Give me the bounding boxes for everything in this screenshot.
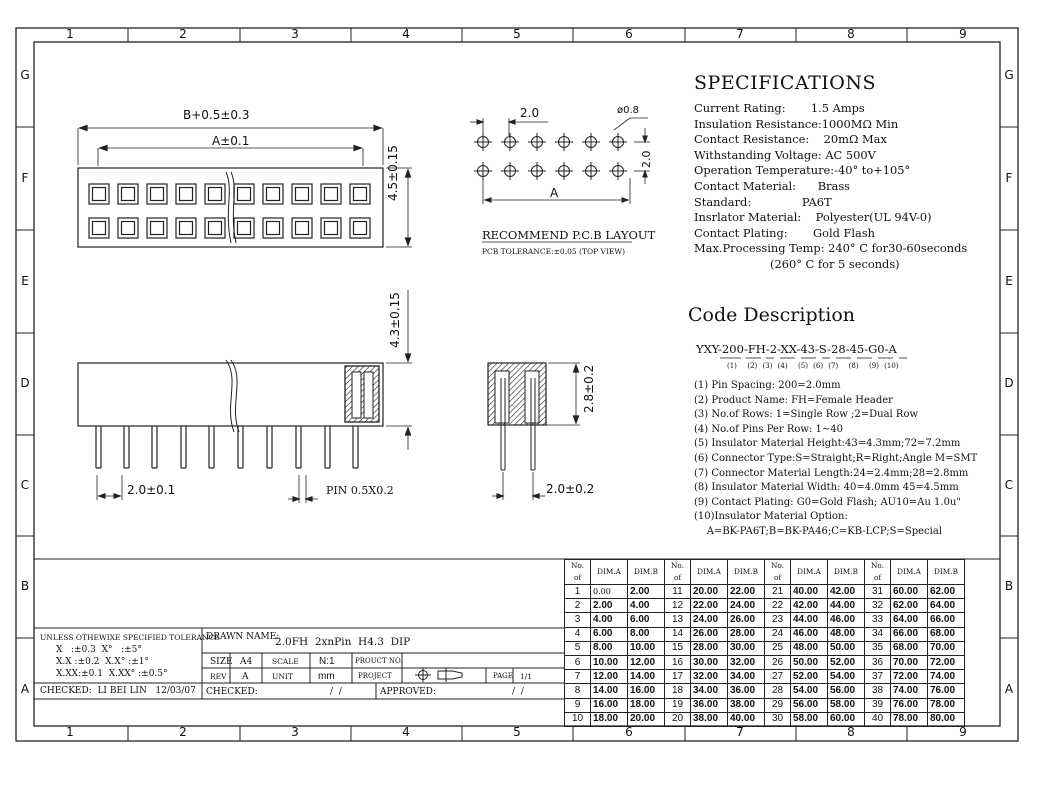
dim-b-cell: 14.00: [628, 670, 665, 684]
a-dimension-label: A±0.1: [212, 134, 250, 148]
dimension-table-header: DIM.B: [628, 560, 665, 585]
pin-count-cell: 32: [865, 599, 891, 613]
dim-a-cell: 18.00: [591, 712, 628, 726]
dim-a-cell: 40.00: [791, 585, 828, 599]
zone-row-label: D: [20, 376, 30, 390]
pin-count-cell: 4: [565, 627, 591, 641]
dim-a-cell: 58.00: [791, 712, 828, 726]
zone-column-label: 3: [291, 27, 299, 41]
zone-row-label: C: [20, 478, 30, 492]
dimension-table-header: DIM.A: [691, 560, 728, 585]
part-number-code: YXY-200-FH-2-XX-43-S-28-45-G0-A: [696, 342, 897, 356]
dim-b-cell: 16.00: [628, 684, 665, 698]
pin-count-cell: 21: [765, 585, 791, 599]
zone-row-label: G: [1004, 68, 1014, 82]
dim-b-cell: 22.00: [728, 585, 765, 599]
pin-count-cell: 27: [765, 670, 791, 684]
zone-row-label: B: [1004, 579, 1014, 593]
dim-b-cell: 26.00: [728, 613, 765, 627]
pcb-tolerance-note: PCB TOLERANCE:±0.05 (TOP VIEW): [482, 247, 626, 256]
tolerance-line-2: X.X :±0.2 X.X° :±1°: [56, 657, 149, 667]
product-no-label: PROUCT NO.: [355, 657, 403, 665]
dimension-table-header: DIM.B: [828, 560, 865, 585]
dim-a-cell: 48.00: [791, 641, 828, 655]
pin-count-cell: 36: [865, 655, 891, 669]
dim-b-cell: 68.00: [928, 627, 965, 641]
zone-column-label: 5: [513, 725, 521, 739]
spec-line: Contact Material: Brass: [694, 178, 851, 193]
dim-a-cell: 78.00: [891, 712, 928, 726]
code-item: (3) No.of Rows: 1=Single Row ;2=Dual Row: [694, 409, 919, 421]
pin-count-cell: 19: [665, 698, 691, 712]
front-view: [78, 290, 412, 503]
dimension-table: [564, 559, 965, 727]
dimension-table-header: DIM.A: [791, 560, 828, 585]
dim-b-cell: 76.00: [928, 684, 965, 698]
side-height-dimension-label: 2.8±0.2: [582, 364, 596, 413]
dim-b-cell: 30.00: [728, 641, 765, 655]
spec-line: (260° C for 5 seconds): [694, 256, 900, 271]
dimension-table-header: No. of: [765, 560, 791, 585]
dim-a-cell: 74.00: [891, 684, 928, 698]
dimension-table-header: DIM.A: [891, 560, 928, 585]
pin-count-cell: 2: [565, 599, 591, 613]
spec-line: Withstanding Voltage: AC 500V: [694, 147, 876, 162]
dim-b-cell: 44.00: [828, 599, 865, 613]
size-value: A4: [240, 657, 253, 667]
pin-count-cell: 30: [765, 712, 791, 726]
dim-a-cell: 2.00: [591, 599, 628, 613]
pin-count-cell: 25: [765, 641, 791, 655]
code-item: A=BK-PA6T;B=BK-PA46;C=KB-LCP;S=Special: [694, 525, 942, 537]
pin-count-cell: 11: [665, 585, 691, 599]
zone-row-label: D: [1004, 376, 1014, 390]
pcb-layout-title: RECOMMEND P.C.B LAYOUT: [482, 228, 656, 242]
pin-count-cell: 20: [665, 712, 691, 726]
pin-count-cell: 34: [865, 627, 891, 641]
dim-a-cell: 52.00: [791, 670, 828, 684]
table-row: [565, 684, 965, 698]
zone-row-label: E: [1005, 274, 1013, 288]
dimension-table-header: No. of: [865, 560, 891, 585]
pin-count-cell: 24: [765, 627, 791, 641]
dim-a-cell: 72.00: [891, 670, 928, 684]
dim-b-cell: 46.00: [828, 613, 865, 627]
pcb-pitch-label: 2.0: [520, 106, 540, 120]
approved-label: APPROVED:: [380, 687, 436, 697]
code-item: (2) Product Name: FH=Female Header: [694, 394, 893, 406]
dim-b-cell: 18.00: [628, 698, 665, 712]
pitch-dimension-label: 2.0±0.1: [127, 483, 176, 497]
spec-line: Contact Plating: Gold Flash: [694, 225, 876, 240]
pin-count-cell: 8: [565, 684, 591, 698]
tolerance-header: UNLESS OTHEWIXE SPECIFIED TOLERANCE: [40, 633, 220, 642]
spec-line: Insulation Resistance:1000MΩ Min: [694, 116, 899, 131]
dim-b-cell: 8.00: [628, 627, 665, 641]
dim-b-cell: 24.00: [728, 599, 765, 613]
dim-b-cell: 2.00: [628, 585, 665, 599]
spec-line: Max.Processing Temp: 240° C for30-60seconds: [694, 241, 968, 256]
dim-a-cell: 46.00: [791, 627, 828, 641]
dim-b-cell: 12.00: [628, 655, 665, 669]
zone-column-label: 1: [66, 725, 74, 739]
dim-a-cell: 22.00: [691, 599, 728, 613]
code-index-numbers: (1) (2) (3) (4) (5) (6) (7) (8) (9) (10): [727, 362, 899, 370]
pin-count-cell: 10: [565, 712, 591, 726]
dim-a-cell: 14.00: [591, 684, 628, 698]
project-label: PROJECT: [358, 672, 392, 680]
dim-b-cell: 62.00: [928, 585, 965, 599]
pin-count-cell: 33: [865, 613, 891, 627]
dim-a-cell: 62.00: [891, 599, 928, 613]
dim-a-cell: 20.00: [691, 585, 728, 599]
code-item: (4) No.of Pins Per Row: 1~40: [694, 423, 843, 435]
dim-b-cell: 50.00: [828, 641, 865, 655]
pin-count-cell: 16: [665, 655, 691, 669]
dim-b-cell: 56.00: [828, 684, 865, 698]
page-value: 1/1: [520, 672, 533, 681]
code-item: (1) Pin Spacing: 200=2.0mm: [694, 380, 841, 391]
zone-column-label: 9: [959, 27, 967, 41]
dim-a-cell: 12.00: [591, 670, 628, 684]
pcb-a-label: A: [550, 186, 559, 200]
drawn-name-value: 2.0FH 2xnPin H4.3 DIP: [275, 636, 411, 648]
zone-column-label: 8: [847, 725, 855, 739]
dim-b-cell: 20.00: [628, 712, 665, 726]
specifications-title: SPECIFICATIONS: [694, 72, 877, 94]
dim-a-cell: 68.00: [891, 641, 928, 655]
pin-count-cell: 35: [865, 641, 891, 655]
dim-b-cell: 66.00: [928, 613, 965, 627]
dimension-table-header: No. of: [665, 560, 691, 585]
zone-column-label: 2: [179, 725, 187, 739]
dim-a-cell: 6.00: [591, 627, 628, 641]
dim-b-cell: 42.00: [828, 585, 865, 599]
pin-count-cell: 1: [565, 585, 591, 599]
spec-line: Standard: PA6T: [694, 194, 832, 209]
rev-label: REV: [210, 672, 227, 681]
dim-b-cell: 36.00: [728, 684, 765, 698]
page-label: PAGE: [493, 672, 513, 680]
dim-b-cell: 80.00: [928, 712, 965, 726]
dim-b-cell: 40.00: [728, 712, 765, 726]
rev-value: A: [242, 672, 249, 682]
dim-a-cell: 24.00: [691, 613, 728, 627]
side-view: [488, 363, 580, 500]
dim-a-cell: 32.00: [691, 670, 728, 684]
side-pitch-dimension-label: 2.0±0.2: [546, 482, 595, 496]
pin-count-cell: 28: [765, 684, 791, 698]
zone-column-label: 2: [179, 27, 187, 41]
pcb-row-label: 2.0: [640, 150, 653, 168]
scale-label: SCALE: [272, 657, 299, 666]
spec-line: Insrlator Material: Polyester(UL 94V-0): [694, 210, 932, 225]
pin-count-cell: 18: [665, 684, 691, 698]
pin-count-cell: 9: [565, 698, 591, 712]
dim-a-cell: 66.00: [891, 627, 928, 641]
zone-column-label: 1: [66, 27, 74, 41]
dim-a-cell: 60.00: [891, 585, 928, 599]
zone-column-label: 6: [625, 725, 633, 739]
dim-b-cell: 28.00: [728, 627, 765, 641]
dim-a-cell: 76.00: [891, 698, 928, 712]
dim-a-cell: 28.00: [691, 641, 728, 655]
table-row: [565, 670, 965, 684]
pcb-layout: [470, 118, 650, 242]
dim-a-cell: 4.00: [591, 613, 628, 627]
pin-count-cell: 6: [565, 655, 591, 669]
dim-a-cell: 10.00: [591, 655, 628, 669]
pin-count-cell: 22: [765, 599, 791, 613]
dim-a-cell: 34.00: [691, 684, 728, 698]
dimension-table-header: DIM.B: [928, 560, 965, 585]
code-description-list: [694, 379, 977, 540]
zone-column-label: 4: [402, 725, 410, 739]
zone-column-label: 9: [959, 725, 967, 739]
zone-row-label: G: [20, 68, 30, 82]
pin-count-cell: 7: [565, 670, 591, 684]
zone-column-label: 4: [402, 27, 410, 41]
dim-a-cell: 36.00: [691, 698, 728, 712]
pin-count-cell: 14: [665, 627, 691, 641]
zone-row-label: B: [20, 579, 30, 593]
dim-a-cell: 16.00: [591, 698, 628, 712]
dimension-table-header: DIM.A: [591, 560, 628, 585]
tolerance-line-3: X.XX:±0.1 X.XX° :±0.5°: [56, 669, 168, 679]
table-row: [565, 698, 965, 712]
zone-column-label: 8: [847, 27, 855, 41]
zone-row-label: C: [1004, 478, 1014, 492]
code-item: (5) Insulator Material Height:43=4.3mm;72=7.2mm: [694, 438, 961, 450]
code-item: (8) Insulator Material Width: 40=4.0mm 45=4.5mm: [694, 482, 959, 494]
zone-row-label: A: [1004, 682, 1014, 696]
zone-row-label: F: [1005, 171, 1013, 185]
width-dimension-label: 4.5±0.15: [386, 145, 400, 201]
zone-row-label: F: [21, 171, 29, 185]
height-dimension-label: 4.3±0.15: [388, 292, 402, 348]
dim-b-cell: 10.00: [628, 641, 665, 655]
dim-b-cell: 72.00: [928, 655, 965, 669]
specifications-list: [694, 101, 967, 273]
unit-label: UNIT: [272, 672, 293, 681]
code-description-title: Code Description: [688, 304, 856, 326]
dim-a-cell: 50.00: [791, 655, 828, 669]
checked-by-2-label: CHECKED:: [206, 687, 258, 697]
dim-a-cell: 8.00: [591, 641, 628, 655]
table-row: [565, 613, 965, 627]
dim-b-cell: 48.00: [828, 627, 865, 641]
pin-count-cell: 31: [865, 585, 891, 599]
zone-column-label: 7: [736, 725, 744, 739]
dim-a-cell: 64.00: [891, 613, 928, 627]
dimension-table-header: DIM.B: [728, 560, 765, 585]
pin-count-cell: 39: [865, 698, 891, 712]
zone-row-label: A: [20, 682, 30, 696]
table-row: [565, 655, 965, 669]
pin-count-cell: 26: [765, 655, 791, 669]
spec-line: Contact Resistance: 20mΩ Max: [694, 132, 887, 147]
dim-b-cell: 6.00: [628, 613, 665, 627]
unit-value: mm: [318, 671, 335, 682]
table-row: [565, 641, 965, 655]
code-item: (9) Contact Plating: G0=Gold Flash; AU10=Au 1.0u": [694, 496, 962, 508]
pin-count-cell: 29: [765, 698, 791, 712]
dim-b-cell: 60.00: [828, 712, 865, 726]
dim-a-cell: 54.00: [791, 684, 828, 698]
zone-row-label: E: [21, 274, 29, 288]
scale-value: N:1: [319, 656, 335, 667]
pin-count-cell: 17: [665, 670, 691, 684]
dim-b-cell: 54.00: [828, 670, 865, 684]
pin-count-cell: 5: [565, 641, 591, 655]
dim-b-cell: 34.00: [728, 670, 765, 684]
dim-b-cell: 38.00: [728, 698, 765, 712]
dim-a-cell: 42.00: [791, 599, 828, 613]
dim-a-cell: 30.00: [691, 655, 728, 669]
table-row: [565, 599, 965, 613]
zone-column-label: 7: [736, 27, 744, 41]
table-row: [565, 627, 965, 641]
dim-a-cell: 26.00: [691, 627, 728, 641]
table-row: [565, 712, 965, 726]
dimension-table-header: No. of: [565, 560, 591, 585]
dim-b-cell: 78.00: [928, 698, 965, 712]
dim-a-cell: 56.00: [791, 698, 828, 712]
dim-b-cell: 58.00: [828, 698, 865, 712]
pin-count-cell: 37: [865, 670, 891, 684]
dim-a-cell: 38.00: [691, 712, 728, 726]
dim-b-cell: 4.00: [628, 599, 665, 613]
code-item: (7) Connector Material Length:24=2.4mm;28=2.8mm: [694, 467, 969, 479]
dim-b-cell: 64.00: [928, 599, 965, 613]
spec-line: Operation Temperature:-40° to+105°: [694, 163, 911, 178]
checked-by-1: CHECKED: LI BEI LIN 12/03/07: [40, 686, 196, 696]
pin-count-cell: 15: [665, 641, 691, 655]
zone-column-label: 3: [291, 725, 299, 739]
dim-a-cell: 70.00: [891, 655, 928, 669]
dim-b-cell: 70.00: [928, 641, 965, 655]
table-row: [565, 585, 965, 599]
dim-b-cell: 32.00: [728, 655, 765, 669]
pin-count-cell: 13: [665, 613, 691, 627]
dim-a-cell: 44.00: [791, 613, 828, 627]
spec-line: Current Rating: 1.5 Amps: [694, 101, 865, 115]
drawn-name-label: DRAWN NAME:: [206, 632, 280, 642]
code-item: (10)Insulator Material Option:: [694, 511, 848, 523]
pin-count-cell: 23: [765, 613, 791, 627]
pin-count-cell: 12: [665, 599, 691, 613]
pcb-hole-label: ø0.8: [617, 105, 640, 116]
dim-b-cell: 52.00: [828, 655, 865, 669]
pin-count-cell: 38: [865, 684, 891, 698]
code-item: (6) Connector Type:S=Straight;R=Right;Angle M=SMT: [694, 452, 978, 464]
dim-a-cell: 0.00: [591, 585, 628, 599]
size-label: SIZE: [210, 657, 233, 667]
approved-date: / /: [512, 687, 524, 697]
zone-column-label: 5: [513, 27, 521, 41]
pin-count-cell: 3: [565, 613, 591, 627]
tolerance-line-1: X :±0.3 X° :±5°: [56, 645, 142, 655]
b-dimension-label: B+0.5±0.3: [183, 108, 250, 122]
zone-column-label: 6: [625, 27, 633, 41]
checked-by-2-date: / /: [330, 687, 342, 697]
pin-count-cell: 40: [865, 712, 891, 726]
pin-dimension-label: PIN 0.5X0.2: [326, 484, 394, 497]
dim-b-cell: 74.00: [928, 670, 965, 684]
